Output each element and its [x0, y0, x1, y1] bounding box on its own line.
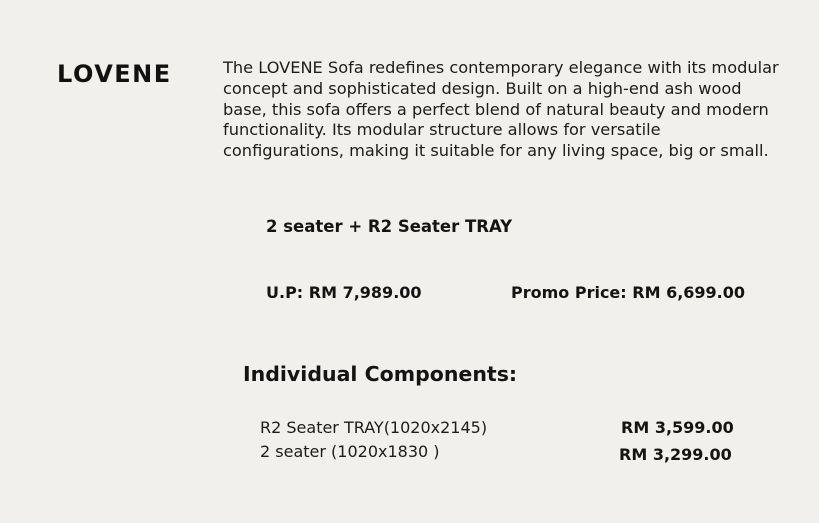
unit-price: U.P: RM 7,989.00 — [266, 283, 422, 302]
brand-title: LOVENE — [57, 60, 172, 88]
component-name: 2 seater (1020x1830 ) — [260, 442, 440, 461]
bundle-name: 2 seater + R2 Seater TRAY — [266, 217, 513, 236]
component-name: R2 Seater TRAY(1020x2145) — [260, 418, 488, 437]
product-description: The LOVENE Sofa redefines contemporary elegance with its modular concept and sophisticated design. Built on a high-end ash wood base, this sofa offers a perfect blend of natural beauty and modern functionality. Its modular structure allows for versatile configurations, making it suitable for any living space, big or small. — [223, 58, 779, 161]
promo-price: Promo Price: RM 6,699.00 — [511, 283, 746, 302]
component-row — [260, 442, 730, 466]
component-row — [260, 418, 734, 442]
components-heading: Individual Components: — [243, 362, 518, 386]
component-price: RM 3,299.00 — [619, 445, 732, 464]
component-price: RM 3,599.00 — [621, 418, 734, 437]
